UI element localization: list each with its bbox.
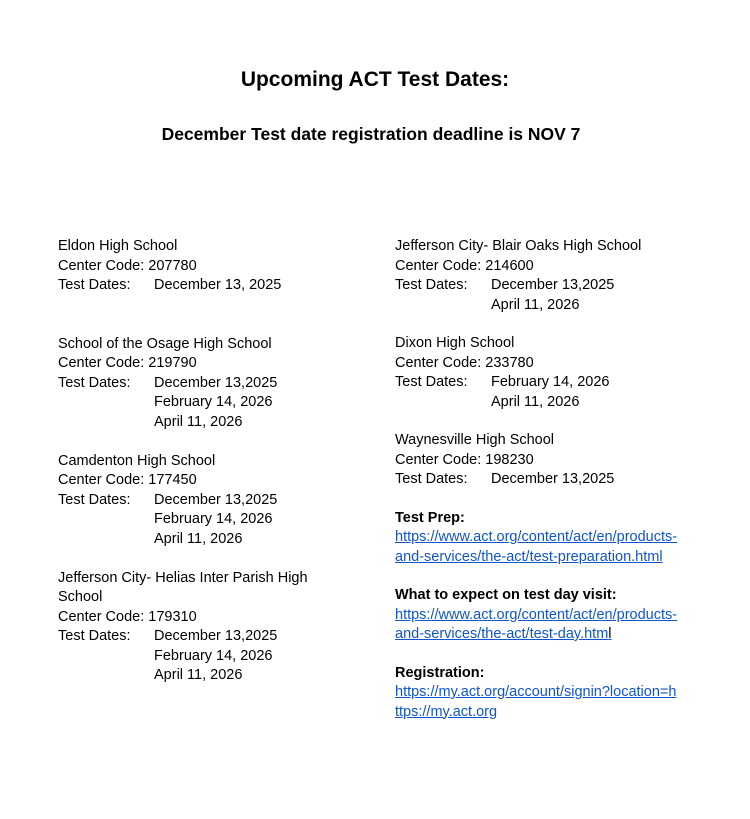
registration-heading: Registration: [395,664,485,681]
test-dates-list [154,627,277,686]
test-dates-list [491,373,610,412]
school-name: Jefferson City- Helias Inter Parish High [58,569,308,586]
center-code: Center Code: 233780 [395,354,534,371]
test-day-heading: What to expect on test day visit: [395,587,617,603]
test-dates-row [58,374,358,433]
test-dates-label: Test Dates: [395,277,468,293]
right-column [395,237,695,722]
test-dates-list [154,374,277,433]
test-dates-row [58,491,358,550]
center-code: Center Code: 207780 [58,257,197,274]
center-code: Center Code: 198230 [395,451,534,468]
school-entry-helias [58,569,358,686]
test-dates-list [491,276,614,315]
resource-registration [395,664,695,723]
test-date: April 11, 2026 [154,413,243,430]
school-entry-camdenton [58,452,358,550]
school-name: School of the Osage High School [58,335,272,352]
center-code: Center Code: 219790 [58,355,197,371]
test-dates-list [154,491,277,550]
school-entry-eldon [58,237,358,296]
school-name-continued: School [58,589,103,605]
test-date: February 14, 2026 [154,394,273,410]
test-prep-link[interactable]: https://www.act.org/content/act/en/products- and-services/the-act/test-preparation.html [395,529,678,565]
school-name: Jefferson City- Blair Oaks High School [395,238,642,254]
test-date: December 13,2025 [491,277,615,293]
resource-test-day [395,586,695,645]
test-date: April 11, 2026 [154,667,243,683]
test-date: February 14, 2026 [154,647,273,664]
test-date: April 11, 2026 [491,296,580,313]
test-date: December 13,2025 [154,628,278,644]
test-day-link[interactable]: https://www.act.org/content/act/en/products- and-services/the-act/test-day.html [395,606,678,642]
test-dates-label: Test Dates: [58,374,131,391]
school-entry-osage [58,335,358,433]
center-code: Center Code: 214600 [395,257,534,274]
test-dates-label: Test Dates: [395,374,468,390]
school-name: Eldon High School [58,238,178,254]
test-dates-row [395,470,695,490]
school-entry-waynesville [395,431,695,490]
test-prep-heading: Test Prep: [395,509,465,526]
test-dates-label: Test Dates: [58,491,131,508]
page-title: Upcoming ACT Test Dates: [240,68,510,91]
test-dates-row [58,627,358,686]
test-dates-label: Test Dates: [58,277,131,293]
center-code: Center Code: 177450 [58,472,197,488]
school-entry-blair-oaks [395,237,695,315]
test-dates-label: Test Dates: [58,628,131,644]
test-dates-label: Test Dates: [395,471,468,487]
test-dates-row [395,276,695,315]
left-column [58,237,358,686]
test-date: April 11, 2026 [154,530,243,547]
registration-deadline-notice: December Test date registration deadline is NOV 7 [161,124,581,144]
registration-link[interactable]: https://my.act.org/account/signin?location=h ttps://my.act.org [395,684,677,720]
test-dates-list [154,276,281,296]
test-date: December 13, 2025 [154,277,282,293]
test-date: April 11, 2026 [491,393,580,410]
school-name: Camdenton High School [58,452,216,469]
test-dates-row [395,373,695,412]
school-name: Waynesville High School [395,432,555,448]
trailing-letter: l [608,626,612,642]
school-entry-dixon [395,334,695,412]
resource-test-prep [395,509,695,568]
test-date: December 13,2025 [154,491,278,508]
test-date: December 13,2025 [154,374,278,391]
test-date: February 14, 2026 [491,374,610,390]
test-date: December 13,2025 [491,471,615,487]
test-date: February 14, 2026 [154,511,273,527]
test-dates-row [58,276,358,296]
school-name: Dixon High School [395,335,515,351]
center-code: Center Code: 179310 [58,608,197,625]
test-dates-list [491,470,614,490]
